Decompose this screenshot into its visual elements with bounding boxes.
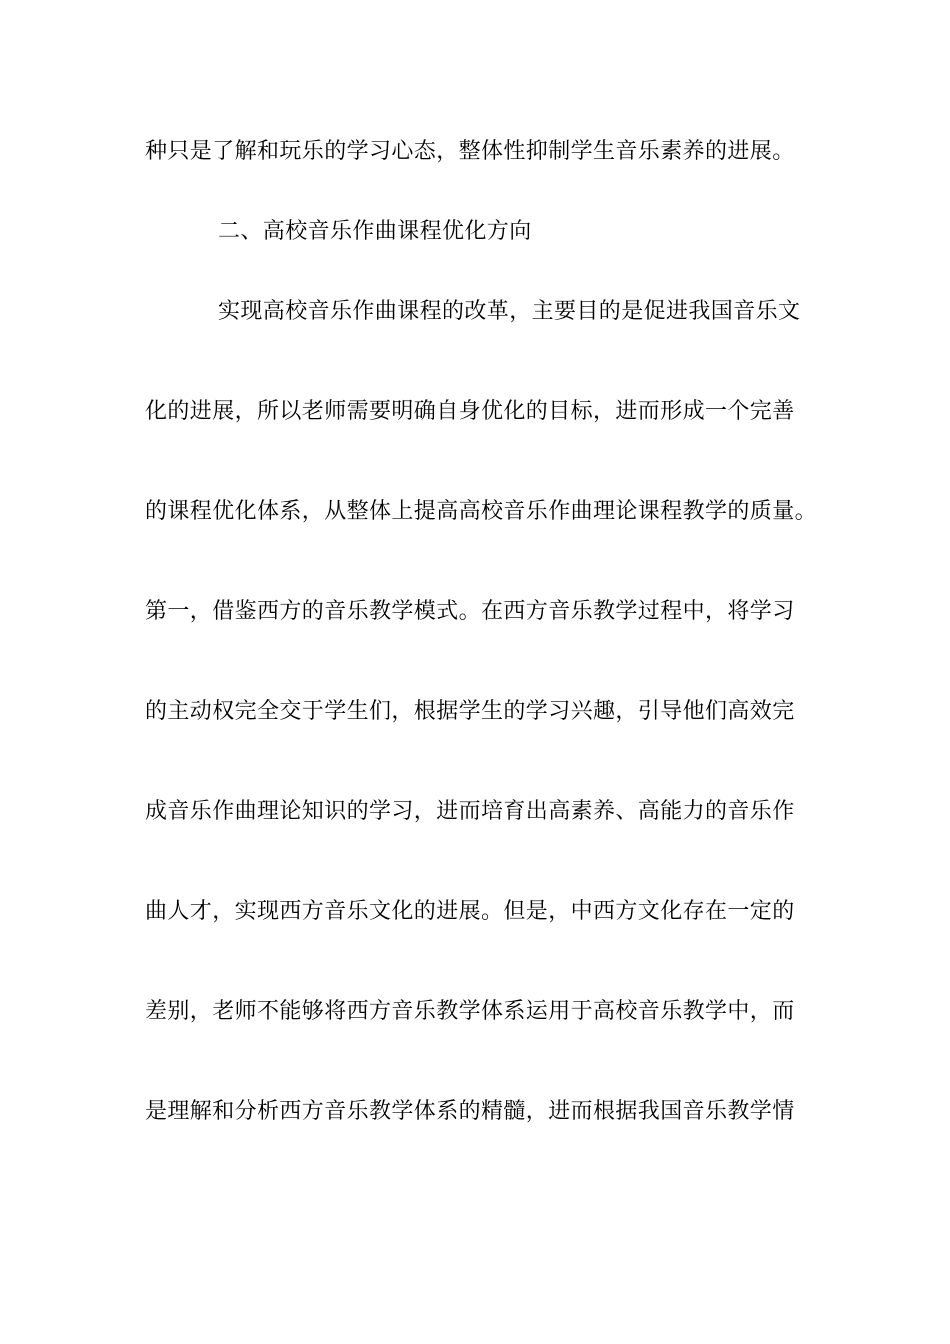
body-text-line: 第一，借鉴西方的音乐教学模式。在西方音乐教学过程中，将学习 bbox=[145, 599, 795, 624]
body-text-line: 是理解和分析西方音乐教学体系的精髓，进而根据我国音乐教学情 bbox=[145, 1099, 795, 1124]
body-text-line: 化的进展，所以老师需要明确自身优化的目标，进而形成一个完善 bbox=[145, 399, 795, 424]
body-text-line: 差别，老师不能够将西方音乐教学体系运用于高校音乐教学中，而 bbox=[145, 999, 795, 1024]
body-text-line: 成音乐作曲理论知识的学习，进而培育出高素养、高能力的音乐作 bbox=[145, 799, 795, 824]
section-heading: 二、高校音乐作曲课程优化方向 bbox=[218, 219, 532, 244]
body-text-line: 的课程优化体系，从整体上提高高校音乐作曲理论课程教学的质量。 bbox=[145, 499, 818, 524]
body-text-line: 种只是了解和玩乐的学习心态，整体性抑制学生音乐素养的进展。 bbox=[145, 139, 795, 164]
body-text-line: 的主动权完全交于学生们，根据学生的学习兴趣，引导他们高效完 bbox=[145, 699, 795, 724]
body-text-line: 实现高校音乐作曲课程的改革，主要目的是促进我国音乐文 bbox=[218, 299, 801, 324]
body-text-line: 曲人才，实现西方音乐文化的进展。但是，中西方文化存在一定的 bbox=[145, 899, 795, 924]
